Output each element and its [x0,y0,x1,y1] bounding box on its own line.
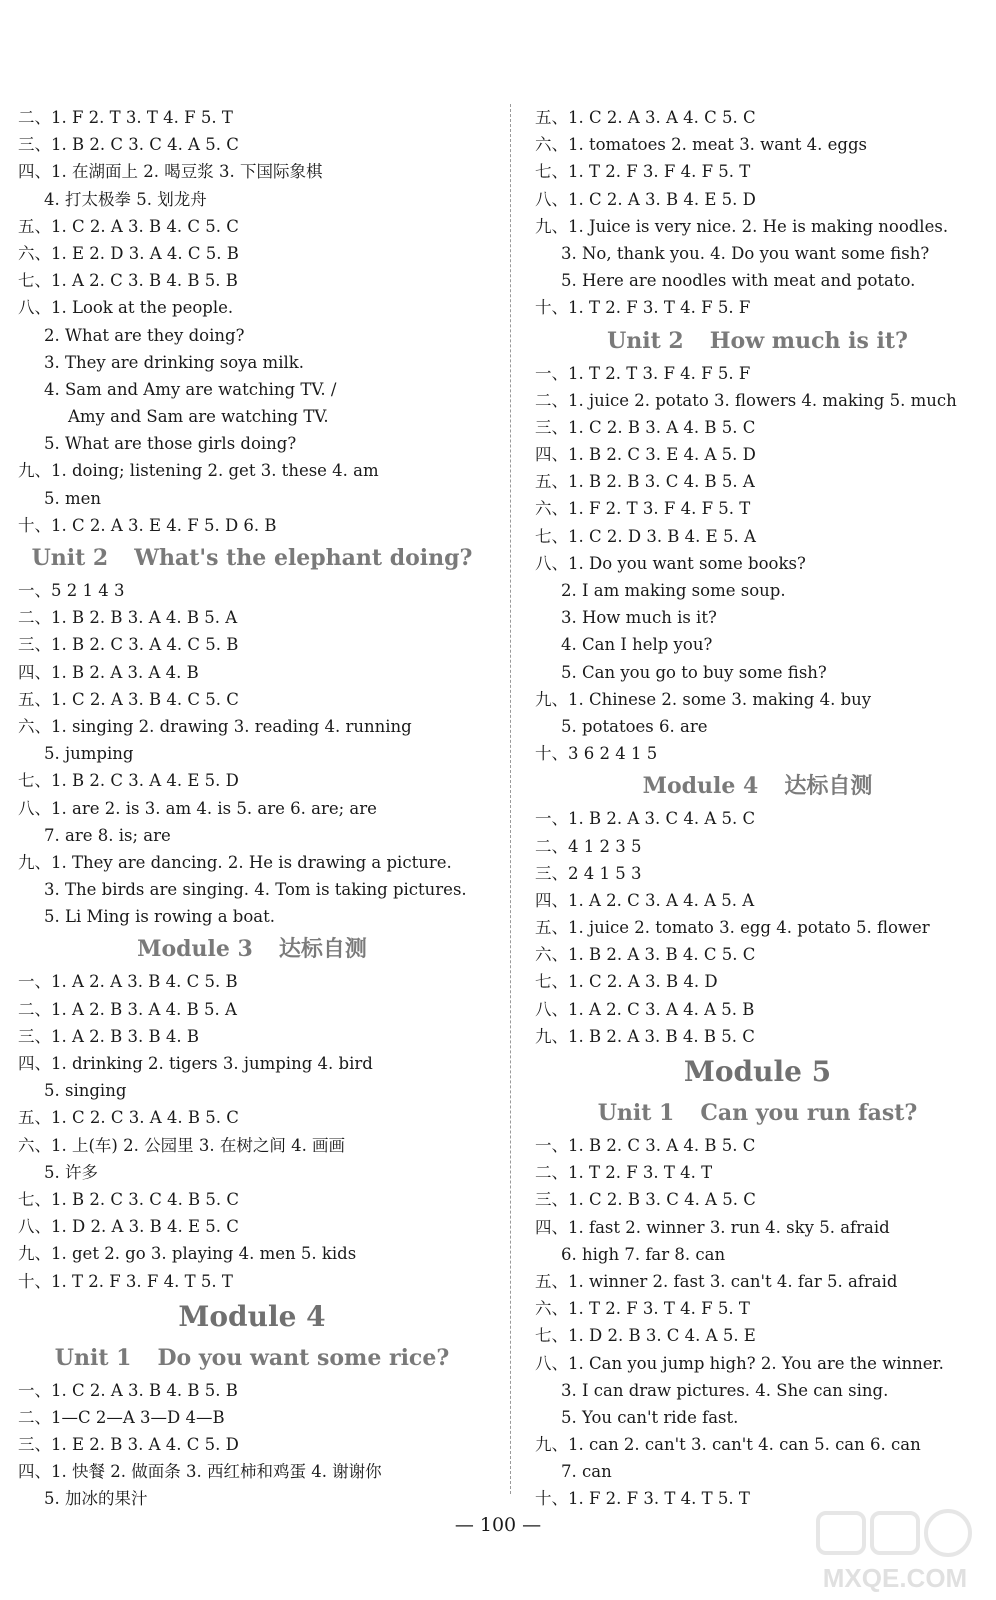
answer-line: 4. 打太极拳 5. 划龙舟 [44,189,207,209]
answer-line: 2. I am making some soup. [561,581,786,600]
answer-line: 十、3 6 2 4 1 5 [535,744,658,764]
answer-line: 5. You can't ride fast. [561,1407,739,1427]
answer-line: 5. potatoes 6. are [561,716,708,736]
answer-line: 5. 加冰的果汁 [44,1489,148,1509]
section-heading-part: 达标自测 [278,936,367,963]
answer-line: 九、1. B 2. A 3. B 4. B 5. C [535,1026,755,1046]
answer-line: 4. Can I help you? [561,635,713,655]
section-heading [535,1050,980,1094]
section-heading [18,539,486,577]
answer-line: 3. No, thank you. 4. Do you want some fish? [561,243,930,263]
answer-line: 一、1. A 2. A 3. B 4. C 5. B [18,972,238,992]
answer-line: 七、1. B 2. C 3. A 4. E 5. D [18,771,239,791]
answer-line: 5. men [44,488,102,508]
answer-line: 十、1. C 2. A 3. E 4. F 5. D 6. B [18,515,277,535]
section-heading-part: Module 4 [178,1299,326,1333]
answer-line: 二、1—C 2—A 3—D 4—B [18,1407,225,1427]
answer-line: 四、1. 在湖面上 2. 喝豆浆 3. 下国际象棋 [18,162,323,182]
answer-line: 五、1. juice 2. tomato 3. egg 4. potato 5. flower [535,918,930,938]
answer-line: 一、1. T 2. T 3. F 4. F 5. F [535,363,751,383]
section-heading [18,1339,486,1377]
answer-line: 5. Li Ming is rowing a boat. [44,907,276,927]
answer-line: Amy and Sam are watching TV. [68,407,329,427]
page-number: — 100 — [454,1514,542,1536]
answer-line: 八、1. Look at the people. [18,298,234,318]
section-heading-part: Can you run fast? [700,1100,918,1126]
answer-line: 3. I can draw pictures. 4. She can sing. [561,1380,889,1400]
answer-line: 三、1. E 2. B 3. A 4. C 5. D [18,1435,239,1455]
answer-line: 二、1. juice 2. potato 3. flowers 4. making 5. much [535,390,957,410]
section-heading [535,322,980,360]
section-heading-part: Unit 1 [54,1344,132,1371]
answer-line: 九、1. doing; listening 2. get 3. these 4. am [18,461,379,481]
answer-line: 三、1. B 2. C 3. A 4. C 5. B [18,635,239,655]
section-heading [535,767,980,805]
section-heading-part: Unit 2 [31,545,109,571]
answer-line: 2. What are they doing? [44,325,245,345]
answer-line: 九、1. get 2. go 3. playing 4. men 5. kids [18,1244,357,1264]
answer-line: 一、5 2 1 4 3 [18,581,125,600]
answer-line: 七、1. D 2. B 3. C 4. A 5. E [535,1326,756,1346]
answer-line: 一、1. C 2. A 3. B 4. B 5. B [18,1380,238,1400]
answer-line: 三、1. C 2. B 3. A 4. B 5. C [535,417,756,437]
answer-line: 四、1. B 2. A 3. A 4. B [18,662,199,682]
answer-line: 三、1. A 2. B 3. B 4. B [18,1026,199,1046]
answer-line: 六、1. F 2. T 3. F 4. F 5. T [535,499,751,519]
answer-line: 八、1. A 2. C 3. A 4. A 5. B [535,999,755,1019]
watermark-text: MXQE.COM [822,1563,968,1593]
answer-line: 三、1. C 2. B 3. C 4. A 5. C [535,1190,756,1210]
section-heading-part: Do you want some rice? [157,1344,450,1371]
answer-line: 3. How much is it? [561,608,717,628]
answer-line: 五、1. C 2. A 3. B 4. C 5. C [18,216,239,236]
answer-line: 三、2 4 1 5 3 [535,863,642,883]
answer-line: 九、1. Juice is very nice. 2. He is making noodles. [535,216,949,236]
section-heading-part: How much is it? [709,327,908,354]
answer-line: 六、1. tomatoes 2. meat 3. want 4. eggs [535,135,867,155]
answer-line: 6. high 7. far 8. can [561,1244,726,1264]
answer-line: 八、1. Can you jump high? 2. You are the winner. [535,1353,944,1373]
answer-line: 一、1. B 2. A 3. C 4. A 5. C [535,809,756,829]
watermark-logo [810,1505,980,1595]
answer-line: 十、1. F 2. F 3. T 4. T 5. T [535,1489,750,1509]
answer-line: 五、1. B 2. B 3. C 4. B 5. A [535,472,755,492]
answer-line: 八、1. D 2. A 3. B 4. E 5. C [18,1217,239,1237]
answer-line: 四、1. 快餐 2. 做面条 3. 西红柿和鸡蛋 4. 谢谢你 [18,1462,382,1482]
answer-line: 5. What are those girls doing? [44,434,297,454]
section-heading-part: Module 4 [642,773,759,800]
answer-line: 4. Sam and Amy are watching TV. / [44,379,337,399]
answer-line: 二、1. F 2. T 3. T 4. F 5. T [18,108,233,127]
section-heading [18,1295,486,1339]
section-heading-part: 达标自测 [784,773,873,800]
answer-line: 七、1. C 2. D 3. B 4. E 5. A [535,526,756,546]
answer-line: 四、1. drinking 2. tigers 3. jumping 4. bird [18,1054,373,1073]
answer-line: 十、1. T 2. F 3. T 4. F 5. F [535,298,751,318]
answer-line: 六、1. B 2. A 3. B 4. C 5. C [535,945,756,965]
answer-line: 七、1. B 2. C 3. C 4. B 5. C [18,1189,240,1209]
section-heading [18,930,486,968]
answer-line: 三、1. B 2. C 3. C 4. A 5. C [18,135,239,155]
section-heading-part: Unit 1 [597,1100,675,1126]
answer-line: 八、1. Do you want some books? [535,553,806,573]
answer-line: 八、1. C 2. A 3. B 4. E 5. D [535,189,756,209]
answer-line: 九、1. can 2. can't 3. can't 4. can 5. can 6. can [535,1435,921,1455]
left-column [18,104,486,1513]
answer-line: 二、1. A 2. B 3. A 4. B 5. A [18,999,237,1019]
answer-line: 五、1. C 2. A 3. B 4. C 5. C [18,689,239,709]
answer-line: 二、1. B 2. B 3. A 4. B 5. A [18,608,238,628]
column-divider [510,104,511,1494]
answer-line: 7. are 8. is; are [44,825,171,845]
answer-line: 7. can [561,1462,612,1482]
answer-line: 5. singing [44,1081,127,1101]
answer-line: 九、1. They are dancing. 2. He is drawing a picture. [18,852,452,872]
answer-line: 八、1. are 2. is 3. am 4. is 5. are 6. are; are [18,798,377,818]
answer-line: 五、1. C 2. A 3. A 4. C 5. C [535,108,756,127]
answer-line: 3. The birds are singing. 4. Tom is taking pictures. [44,880,467,900]
answer-line: 七、1. A 2. C 3. B 4. B 5. B [18,271,238,291]
answer-line: 五、1. winner 2. fast 3. can't 4. far 5. afraid [535,1271,898,1291]
answer-line: 5. jumping [44,744,134,764]
right-column [535,104,980,1513]
answer-line: 5. Here are noodles with meat and potato. [561,271,916,291]
section-heading [535,1094,980,1132]
answer-line: 九、1. Chinese 2. some 3. making 4. buy [535,689,872,709]
answer-line: 六、1. singing 2. drawing 3. reading 4. running [18,716,412,736]
answer-line: 5. Can you go to buy some fish? [561,662,827,682]
answer-line: 七、1. T 2. F 3. F 4. F 5. T [535,162,751,182]
answer-line: 四、1. B 2. C 3. E 4. A 5. D [535,445,756,465]
answer-line: 六、1. T 2. F 3. T 4. F 5. T [535,1299,750,1319]
answer-line: 六、1. 上(车) 2. 公园里 3. 在树之间 4. 画画 [18,1135,346,1155]
answer-line: 六、1. E 2. D 3. A 4. C 5. B [18,243,239,263]
answer-line: 七、1. C 2. A 3. B 4. D [535,972,718,992]
answer-line: 一、1. B 2. C 3. A 4. B 5. C [535,1136,756,1155]
section-heading-part: Module 3 [137,936,253,963]
answer-line: 3. They are drinking soya milk. [44,352,304,372]
answer-line: 十、1. T 2. F 3. F 4. T 5. T [18,1271,233,1291]
answer-line: 四、1. fast 2. winner 3. run 4. sky 5. afraid [535,1217,890,1237]
answer-line: 二、1. T 2. F 3. T 4. T [535,1163,713,1183]
answer-line: 二、4 1 2 3 5 [535,836,642,856]
answer-line: 五、1. C 2. C 3. A 4. B 5. C [18,1108,239,1128]
section-heading-part: What's the elephant doing? [134,545,473,571]
answer-line: 四、1. A 2. C 3. A 4. A 5. A [535,890,755,910]
section-heading-part: Unit 2 [607,327,684,354]
section-heading-part: Module 5 [683,1055,832,1088]
answer-line: 5. 许多 [44,1162,98,1182]
